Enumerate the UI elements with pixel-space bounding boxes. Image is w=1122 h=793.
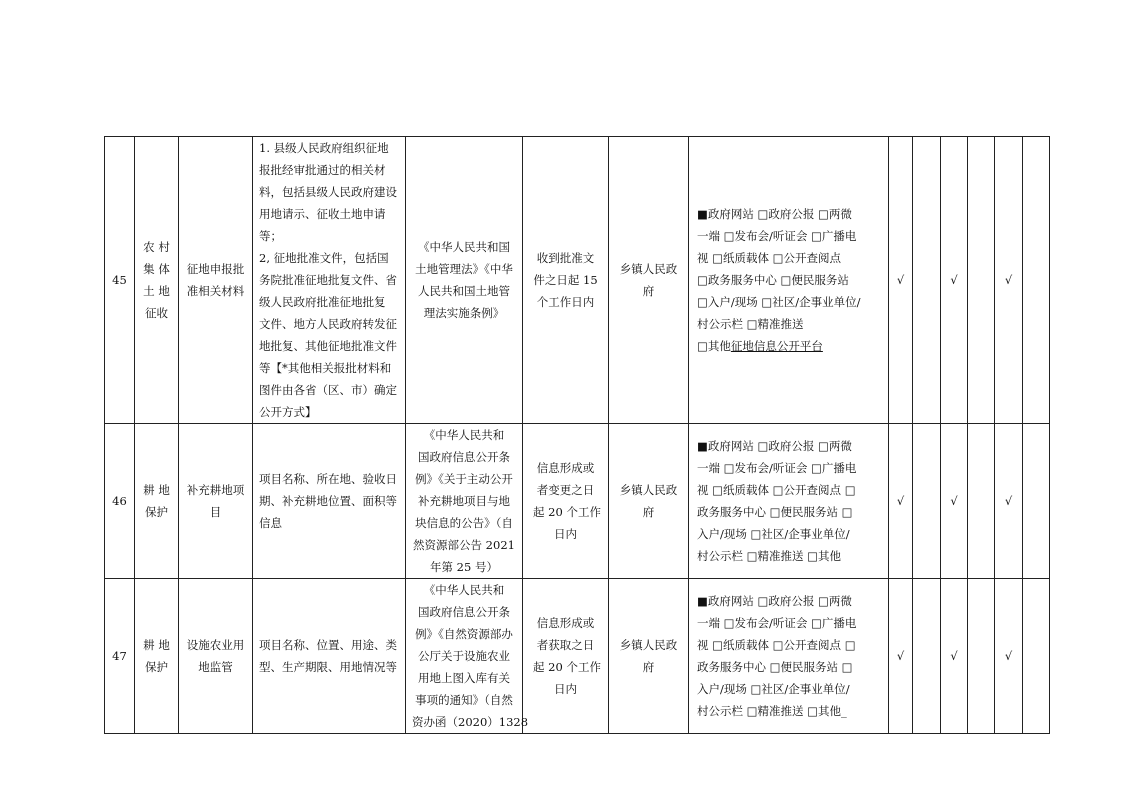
table-row [105, 137, 1050, 424]
check-cell [1023, 137, 1050, 424]
table-row [105, 424, 1050, 579]
check-cell: √ [995, 137, 1023, 424]
content-cell: 项目名称、位置、用途、类 型、生产期限、用地情况等 [253, 579, 406, 734]
subject-cell: 乡镇人民政 府 [609, 424, 689, 579]
channels-cell: ■政府网站 □政府公报 □两微 一端 □发布会/听证会 □广播电 视 □纸质载体 □公开查阅点 □政务服务中心 □便民服务站 □入户/现场 □社区/企事业单位/ 村公示栏 □精准推送 □其他征地信息公开平台 [689, 137, 889, 424]
time-limit-cell: 信息形成或 者获取之日 起 20 个工作 日内 [523, 579, 609, 734]
time-limit-cell: 收到批准文 件之日起 15 个工作日内 [523, 137, 609, 424]
channels-cell: ■政府网站 □政府公报 □两微 一端 □发布会/听证会 □广播电 视 □纸质载体 □公开查阅点 □ 政务服务中心 □便民服务站 □ 入户/现场 □社区/企事业单位/ 村公示栏 □精准推送 □其他_ [689, 579, 889, 734]
basis-cell: 《中华人民共和国 土地管理法》《中华 人民共和国土地管 理法实施条例》 [406, 137, 523, 424]
basis-cell: 《中华人民共和 国政府信息公开条 例》《自然资源部办 公厅关于设施农业 用地上图入库有关 事项的通知》（自然 资办函（2020）1328 [406, 579, 523, 734]
item-cell: 设施农业用 地监管 [179, 579, 253, 734]
subject-cell: 乡镇人民政 府 [609, 137, 689, 424]
item-cell: 补充耕地项 目 [179, 424, 253, 579]
channel-other-text: 征地信息公开平台 [730, 339, 823, 353]
check-cell: √ [889, 424, 913, 579]
check-cell: √ [941, 579, 968, 734]
category-cell: 农 村 集 体 土 地 征收 [135, 137, 179, 424]
check-cell [913, 579, 941, 734]
check-cell: √ [995, 424, 1023, 579]
category-cell: 耕 地 保护 [135, 579, 179, 734]
channels-cell: ■政府网站 □政府公报 □两微 一端 □发布会/听证会 □广播电 视 □纸质载体 □公开查阅点 □ 政务服务中心 □便民服务站 □ 入户/现场 □社区/企事业单位/ 村公示栏 □精准推送 □其他 [689, 424, 889, 579]
basis-cell: 《中华人民共和 国政府信息公开条 例》《关于主动公开 补充耕地项目与地 块信息的公告》（自 然资源部公告 2021 年第 25 号） [406, 424, 523, 579]
check-cell [913, 137, 941, 424]
content-cell: 1. 县级人民政府组织征地 报批经审批通过的相关材 料，包括县级人民政府建设 用地请示、征收土地申请 等； 2, 征地批准文件，包括国 务院批准征地批复文件、省 级人民政府批准征地批复 文件、地方人民政府转发征 地批复、其他征地批准文件 等【*其他相关报批材料和 图件由各省（区、市）确定 公开方式】 [253, 137, 406, 424]
item-cell: 征地申报批 准相关材料 [179, 137, 253, 424]
check-cell: √ [941, 424, 968, 579]
channel-other-label: □其他 [697, 339, 731, 353]
row-number: 47 [105, 579, 135, 734]
check-cell: √ [995, 579, 1023, 734]
check-cell: √ [889, 137, 913, 424]
time-limit-cell: 信息形成或 者变更之日 起 20 个工作 日内 [523, 424, 609, 579]
table-row [105, 579, 1050, 734]
check-cell [968, 579, 995, 734]
check-cell [1023, 424, 1050, 579]
check-cell: √ [889, 579, 913, 734]
category-cell: 耕 地 保护 [135, 424, 179, 579]
subject-cell: 乡镇人民政 府 [609, 579, 689, 734]
row-number: 45 [105, 137, 135, 424]
check-cell [1023, 579, 1050, 734]
check-cell [968, 137, 995, 424]
content-cell: 项目名称、所在地、验收日 期、补充耕地位置、面积等 信息 [253, 424, 406, 579]
check-cell: √ [941, 137, 968, 424]
check-cell [968, 424, 995, 579]
row-number: 46 [105, 424, 135, 579]
check-cell [913, 424, 941, 579]
disclosure-table [104, 136, 1050, 734]
